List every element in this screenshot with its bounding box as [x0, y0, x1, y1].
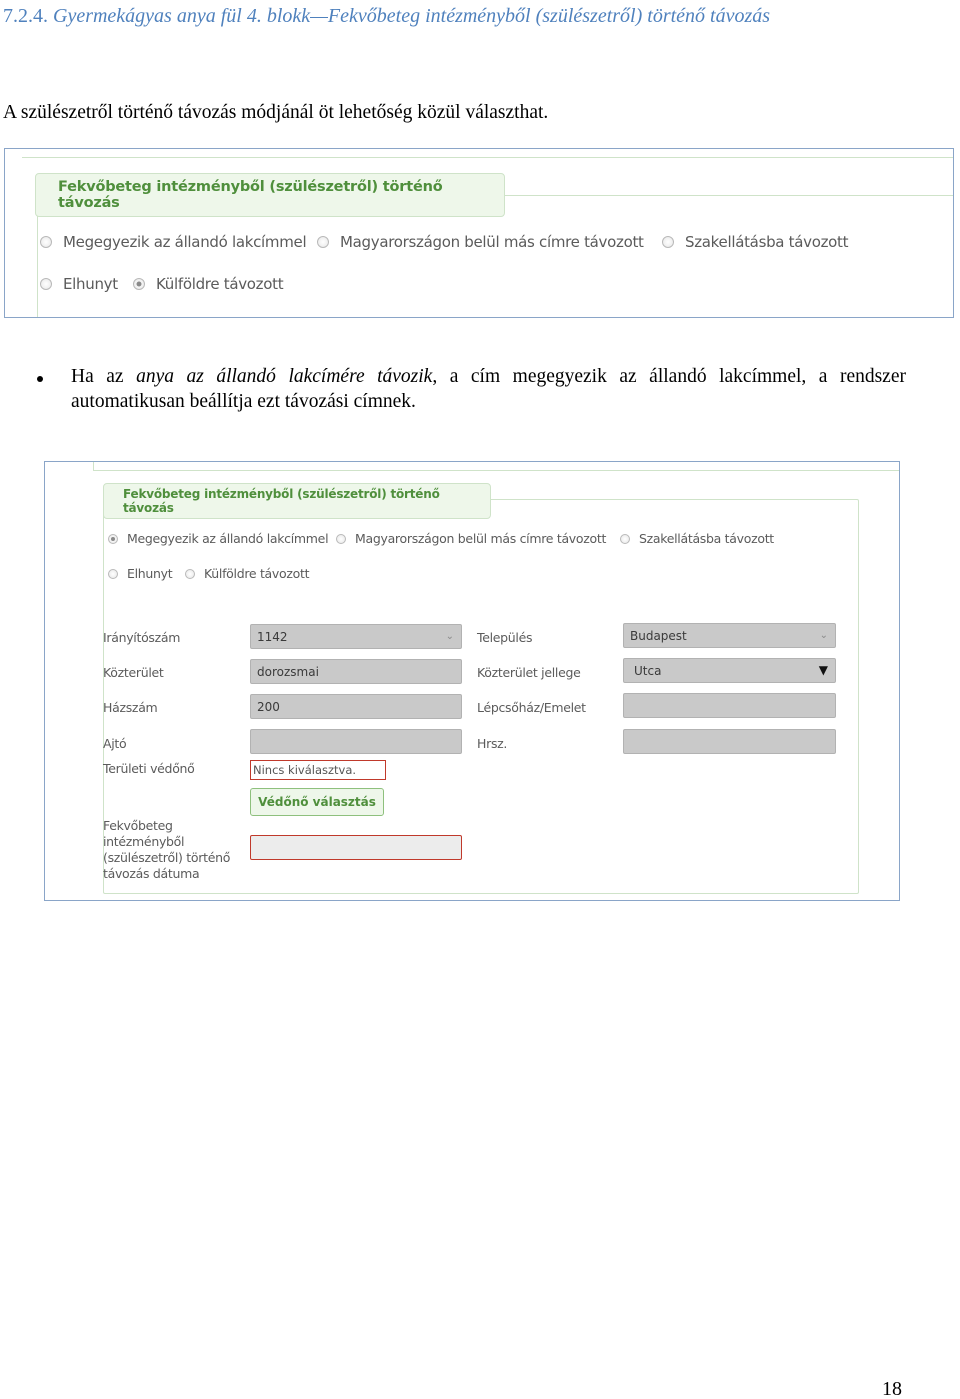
option-label: Elhunyt	[63, 275, 118, 293]
radio-button[interactable]	[662, 236, 674, 248]
option-label: Külföldre távozott	[204, 566, 310, 581]
screenshot-same-address-form	[44, 461, 900, 901]
dropdown-arrow-icon: ▼	[818, 663, 828, 677]
option-specialist-care[interactable]	[620, 531, 774, 546]
radio-row-1	[108, 531, 774, 546]
postal-code-input[interactable]	[250, 624, 462, 649]
option-abroad[interactable]	[185, 566, 309, 581]
screenshot-departure-options	[4, 148, 954, 318]
street-label: Közterület	[103, 665, 164, 680]
chevron-down-icon: ⌄	[819, 630, 828, 641]
radio-button[interactable]	[40, 278, 52, 290]
lot-number-label: Hrsz.	[477, 736, 508, 751]
radio-row-1	[40, 233, 848, 251]
city-input[interactable]	[623, 623, 836, 648]
option-specialist-care[interactable]	[662, 233, 848, 251]
option-label: Elhunyt	[127, 566, 173, 581]
house-number-input[interactable]	[250, 694, 462, 719]
option-other-address[interactable]	[336, 531, 620, 546]
radio-row-2	[40, 275, 283, 293]
select-nurse-button[interactable]: Védőnő választás	[250, 788, 384, 816]
staircase-input[interactable]	[623, 693, 836, 718]
option-deceased[interactable]	[108, 566, 185, 581]
radio-button[interactable]	[40, 236, 52, 248]
page-number: 18	[882, 1378, 902, 1399]
fieldset-legend: Fekvőbeteg intézményből (szülészetről) történő távozás	[35, 173, 505, 217]
option-label: Magyarországon belül más címre távozott	[340, 233, 644, 251]
house-number-value: 200	[257, 699, 280, 714]
postal-code-label: Irányítószám	[103, 630, 181, 645]
section-title: Gyermekágyas anya fül 4. blokk—Fekvőbeteg intézményből (szülészetről) történő távozás	[53, 5, 771, 27]
bullet-icon	[37, 376, 43, 382]
lot-number-input[interactable]	[623, 729, 836, 754]
radio-row-2	[108, 566, 309, 581]
option-label: Szakellátásba távozott	[685, 233, 849, 251]
frame-line	[22, 157, 953, 158]
staircase-label: Lépcsőház/Emelet	[477, 700, 586, 715]
option-label: Szakellátásba távozott	[639, 531, 774, 546]
street-type-select[interactable]	[623, 658, 836, 683]
fieldset-legend: Fekvőbeteg intézményből (szülészetről) történő távozás	[103, 483, 491, 519]
district-nurse-label: Területi védőnő	[103, 761, 195, 776]
option-same-address[interactable]	[40, 233, 317, 251]
postal-code-value: 1142	[257, 629, 288, 644]
bullet-text-italic: anya az állandó lakcímére távozik	[136, 366, 433, 387]
radio-button[interactable]	[185, 569, 195, 579]
departure-date-label: Fekvőbeteg intézményből (szülészetről) történő távozás dátuma	[103, 818, 231, 881]
radio-button-checked[interactable]	[133, 278, 145, 290]
option-label: Külföldre távozott	[156, 275, 284, 293]
street-type-value: Utca	[634, 663, 662, 678]
radio-button[interactable]	[620, 534, 630, 544]
option-label: Magyarországon belül más címre távozott	[355, 531, 607, 546]
house-number-label: Házszám	[103, 700, 158, 715]
frame-line	[93, 462, 899, 471]
option-other-address[interactable]	[317, 233, 662, 251]
radio-button[interactable]	[108, 569, 118, 579]
bullet-text-end: , a cím megegyezik az állandó lakcímmel, a rendszer automatikusan beállítja ezt távozási címnek.	[71, 366, 906, 412]
district-nurse-value: Nincs kiválasztva.	[250, 760, 386, 780]
option-label: Megegyezik az állandó lakcímmel	[63, 233, 307, 251]
radio-button-checked[interactable]	[108, 534, 118, 544]
option-label: Megegyezik az állandó lakcímmel	[127, 531, 329, 546]
bullet-paragraph	[71, 364, 906, 414]
section-number: 7.2.4.	[3, 5, 48, 27]
bullet-text-start: Ha az	[71, 366, 137, 387]
city-label: Település	[477, 630, 533, 645]
street-type-label: Közterület jellege	[477, 665, 581, 680]
departure-date-input[interactable]	[250, 835, 462, 860]
radio-button[interactable]	[336, 534, 346, 544]
option-same-address[interactable]	[108, 531, 336, 546]
intro-paragraph: A szülészetről történő távozás módjánál öt lehetőség közül választhat.	[3, 102, 549, 123]
radio-button[interactable]	[317, 236, 329, 248]
door-input[interactable]	[250, 729, 462, 754]
street-input[interactable]	[250, 659, 462, 684]
city-value: Budapest	[630, 628, 687, 643]
door-label: Ajtó	[103, 736, 127, 751]
option-abroad[interactable]	[133, 275, 283, 293]
option-deceased[interactable]	[40, 275, 133, 293]
street-value: dorozsmai	[257, 664, 319, 679]
chevron-down-icon: ⌄	[445, 631, 454, 642]
section-heading	[3, 3, 908, 29]
